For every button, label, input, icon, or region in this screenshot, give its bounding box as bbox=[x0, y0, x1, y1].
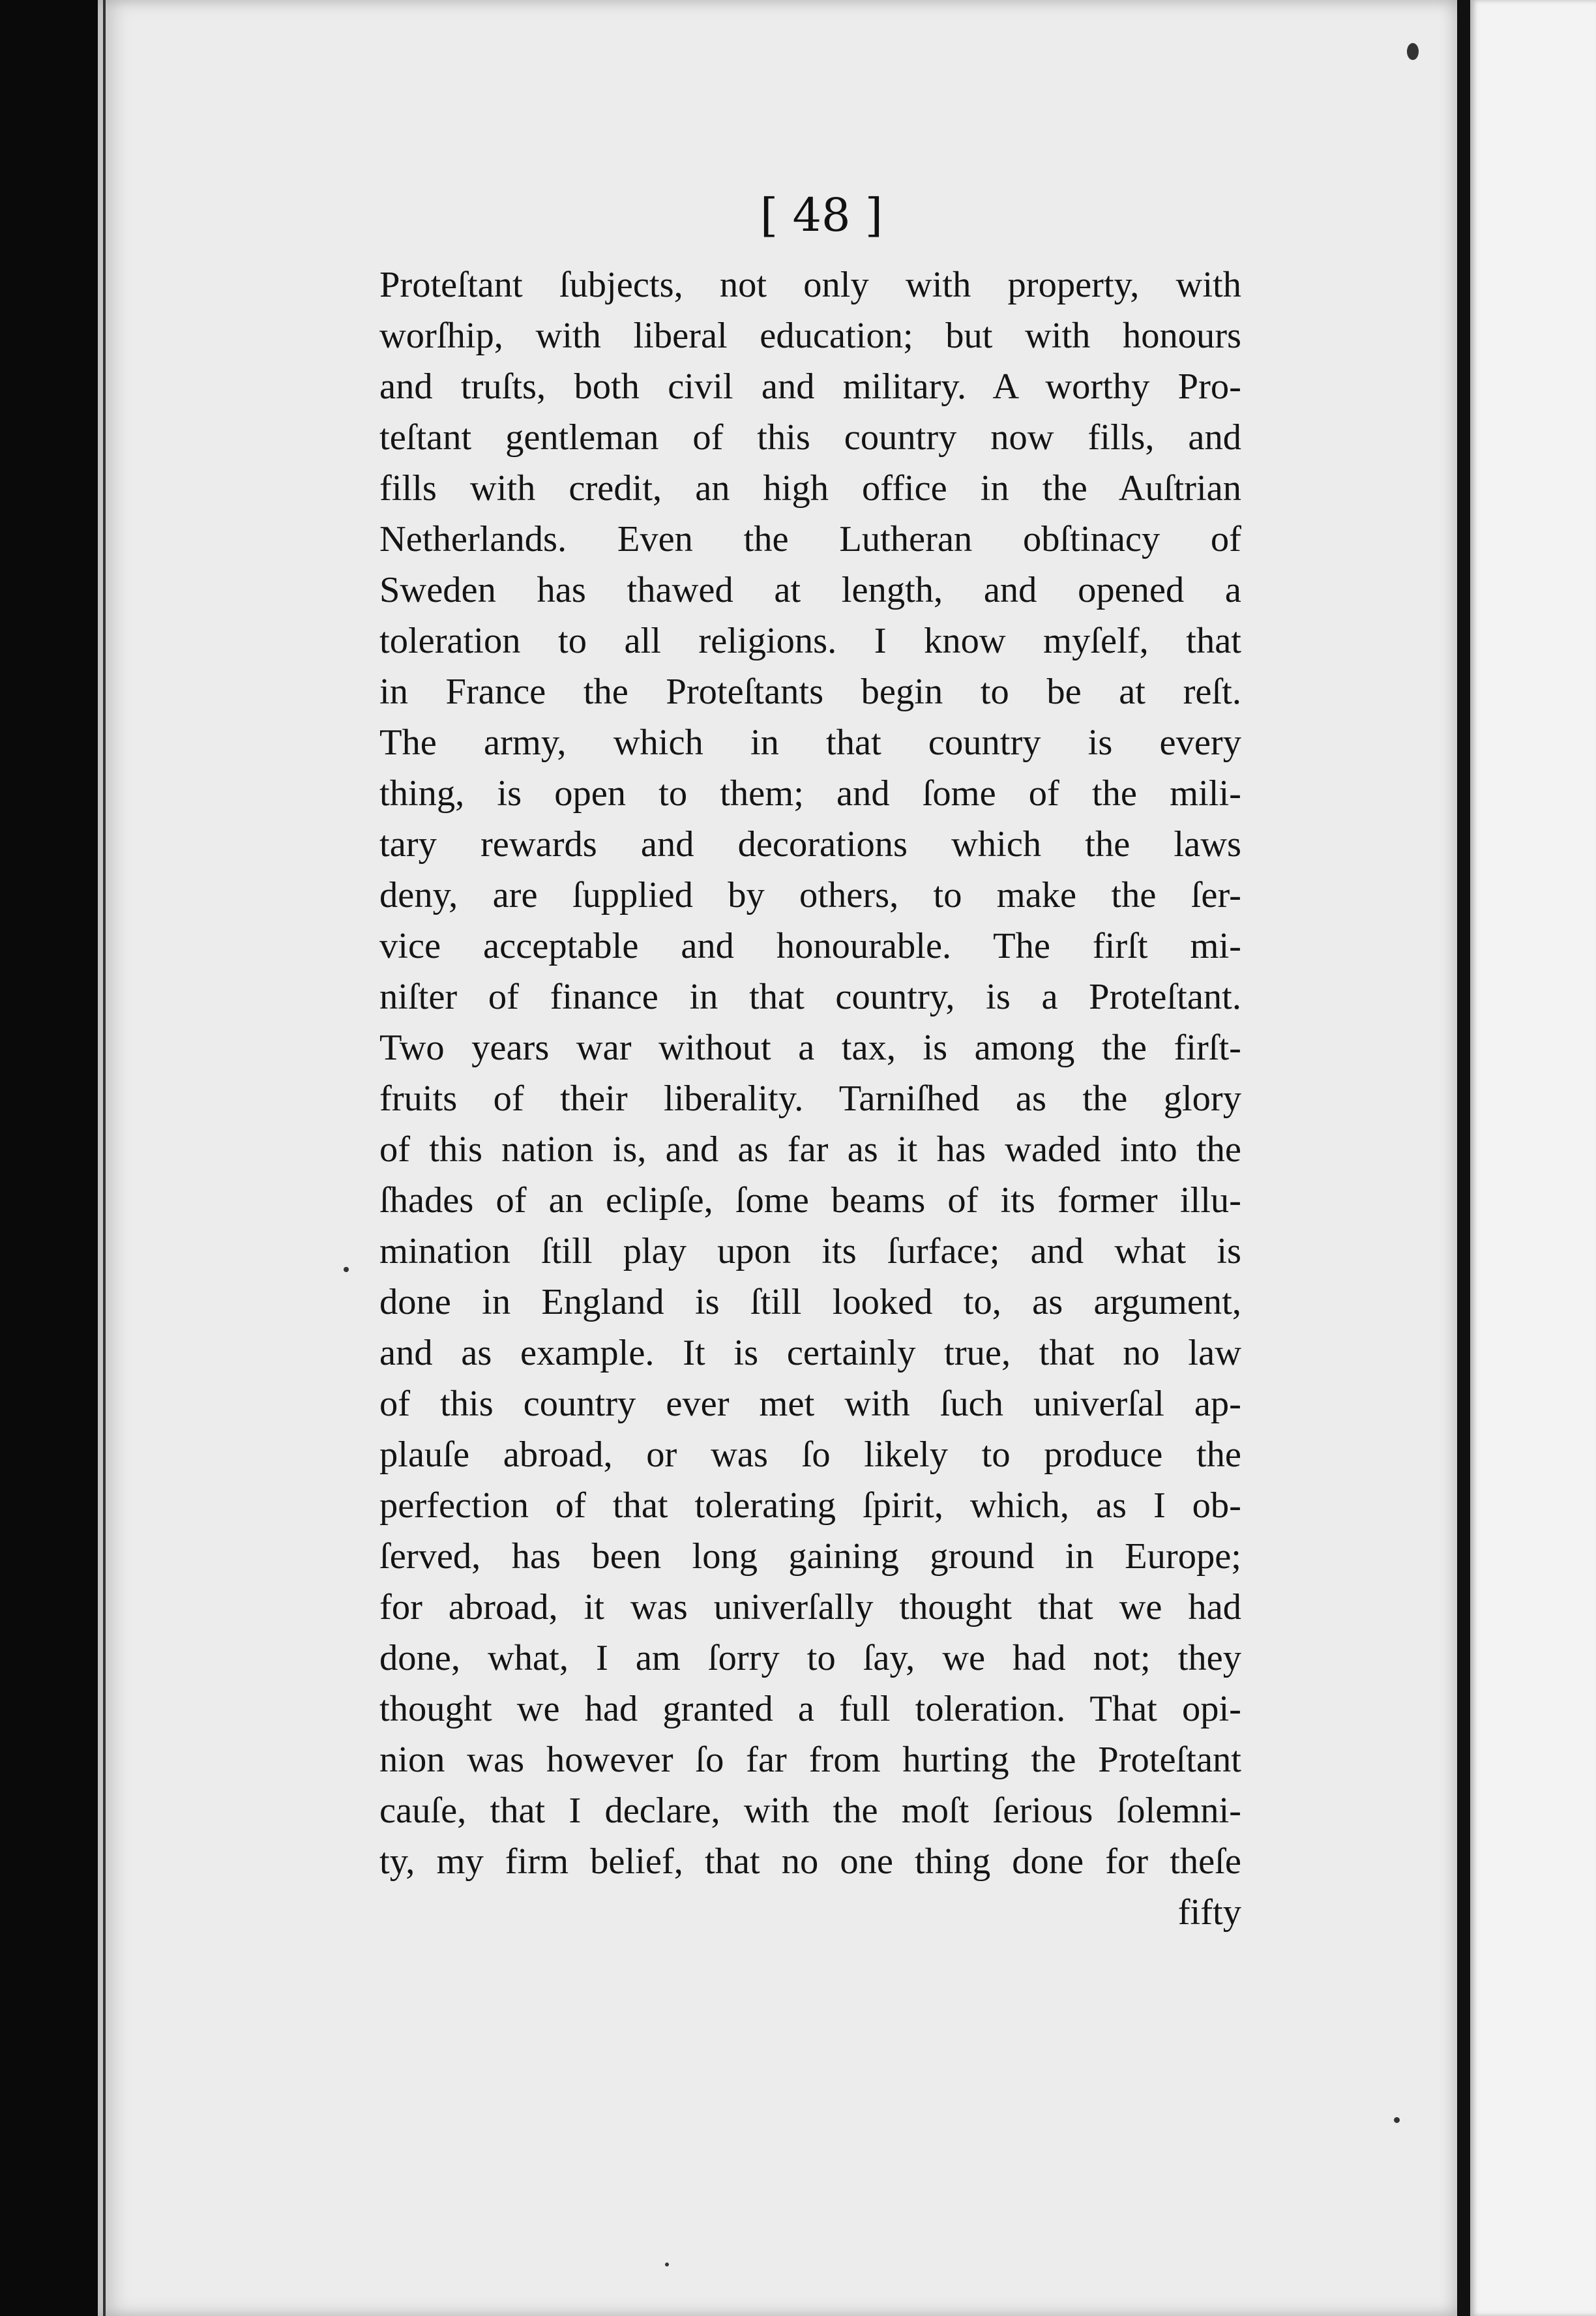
text-line: fruits of their liberality. Tarniſhed as the glory bbox=[379, 1078, 1241, 1119]
catchword: fifty bbox=[1177, 1892, 1241, 1933]
text-line: plauſe abroad, or was ſo likely to produce the bbox=[379, 1434, 1241, 1475]
text-line: fills with credit, an high office in the Auſtrian bbox=[379, 468, 1241, 509]
scan-speck bbox=[665, 2263, 669, 2266]
text-line: tary rewards and decorations which the laws bbox=[379, 824, 1241, 865]
text-line: nion was however ſo far from hurting the Proteſtant bbox=[379, 1740, 1241, 1780]
text-line: The army, which in that country is every bbox=[379, 722, 1241, 763]
text-line: teſtant gentleman of this country now fills, and bbox=[379, 417, 1241, 458]
scan-speck bbox=[1394, 2117, 1400, 2123]
page-gutter bbox=[1457, 0, 1470, 2316]
adjacent-page-edge bbox=[1470, 0, 1596, 2316]
page-edge-line bbox=[103, 0, 106, 2316]
text-line: thought we had granted a full toleration. That opi- bbox=[379, 1689, 1241, 1729]
text-line: cauſe, that I declare, with the moſt ſerious ſolemni- bbox=[379, 1790, 1241, 1831]
scan-speck bbox=[1407, 43, 1419, 60]
text-line: thing, is open to them; and ſome of the mili- bbox=[379, 773, 1241, 814]
text-line: and as example. It is certainly true, that no law bbox=[379, 1333, 1241, 1373]
text-line: toleration to all religions. I know myſelf, that bbox=[379, 621, 1241, 661]
text-line: Proteſtant ſubjects, not only with property, with bbox=[379, 265, 1241, 305]
page-number-header: [ 48 ] bbox=[760, 188, 883, 242]
text-line: and truſts, both civil and military. A worthy Pro- bbox=[379, 366, 1241, 407]
text-line: done, what, I am ſorry to ſay, we had not; they bbox=[379, 1638, 1241, 1678]
text-line: in France the Proteſtants begin to be at reſt. bbox=[379, 672, 1241, 712]
text-line: Netherlands. Even the Lutheran obſtinacy of bbox=[379, 519, 1241, 559]
text-line: perfection of that tolerating ſpirit, which, as I ob- bbox=[379, 1485, 1241, 1526]
text-line: of this nation is, and as far as it has waded into the bbox=[379, 1129, 1241, 1170]
text-line: ty, my firm belief, that no one thing done for theſe bbox=[379, 1841, 1241, 1882]
text-line: vice acceptable and honourable. The firſt mi- bbox=[379, 926, 1241, 966]
text-line: done in England is ſtill looked to, as argument, bbox=[379, 1282, 1241, 1322]
text-line: worſhip, with liberal education; but with honours bbox=[379, 316, 1241, 356]
text-line: niſter of finance in that country, is a Proteſtant. bbox=[379, 977, 1241, 1017]
text-line: mination ſtill play upon its ſurface; and what is bbox=[379, 1231, 1241, 1271]
text-line: deny, are ſupplied by others, to make the ſer- bbox=[379, 875, 1241, 915]
text-line: ſhades of an eclipſe, ſome beams of its former illu- bbox=[379, 1180, 1241, 1221]
text-line: Two years war without a tax, is among the firſt- bbox=[379, 1028, 1241, 1068]
text-line: ſerved, has been long gaining ground in Europe; bbox=[379, 1536, 1241, 1577]
scan-speck bbox=[344, 1267, 349, 1272]
text-line: Sweden has thawed at length, and opened a bbox=[379, 570, 1241, 610]
page-body-text bbox=[379, 260, 1241, 1938]
text-line: for abroad, it was univerſally thought that we had bbox=[379, 1587, 1241, 1627]
text-line: of this country ever met with ſuch univerſal ap- bbox=[379, 1384, 1241, 1424]
